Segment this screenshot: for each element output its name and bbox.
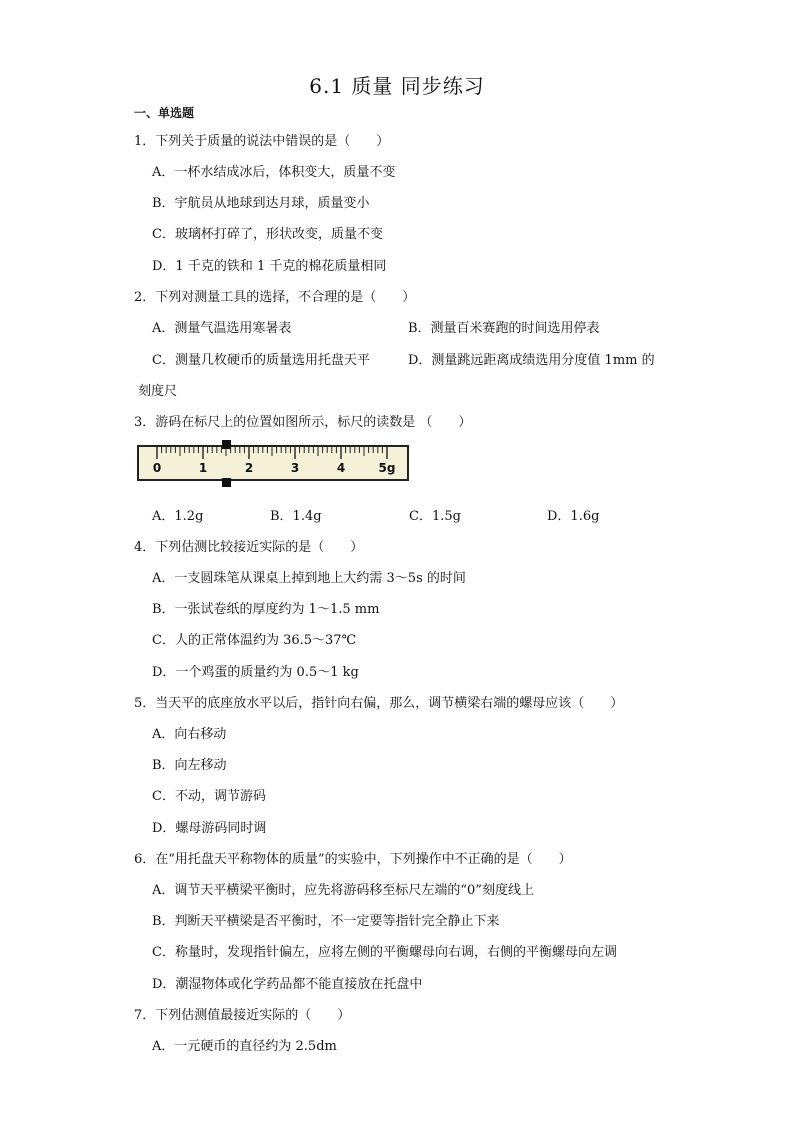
option-text-continued: 刻度尺	[138, 384, 178, 399]
question-stem: 5．当天平的底座放水平以后，指针向右偏，那么，调节横梁右端的螺母应该（ ）	[134, 696, 624, 711]
question-stem: 7．下列估测值最接近实际的（ ）	[134, 1008, 351, 1023]
ruler-tick-label: 4	[336, 461, 346, 475]
option-text: D．螺母游码同时调	[152, 821, 267, 836]
option-text: A．调节天平横梁平衡时，应先将游码移至标尺左端的“0”刻度线上	[152, 883, 534, 898]
option-text: C．称量时，发现指针偏左，应将左侧的平衡螺母向右调，右侧的平衡螺母向左调	[152, 945, 617, 960]
option-text: C．1.5g	[409, 509, 461, 524]
ruler-tick-label: 1	[198, 461, 208, 475]
option-text: C．人的正常体温约为 36.5～37℃	[152, 633, 357, 648]
ruler-tick-label: 2	[244, 461, 254, 475]
ruler-body	[138, 446, 408, 480]
option-text: D．测量跳远距离成绩选用分度值 1mm 的	[408, 353, 655, 368]
option-text: C．不动，调节游码	[152, 789, 266, 804]
question-stem: 6．在“用托盘天平称物体的质量”的实验中，下列操作中不正确的是（ ）	[134, 852, 572, 867]
question-stem: 4．下列估测比较接近实际的是（ ）	[134, 540, 364, 555]
option-text: B．宇航员从地球到达月球，质量变小	[152, 196, 370, 211]
section-heading: 一、单选题	[134, 106, 195, 120]
question-stem: 1．下列关于质量的说法中错误的是（ ）	[134, 134, 390, 149]
option-text: A．1.2g	[152, 509, 204, 524]
ruler-tick-label: 3	[290, 461, 300, 475]
option-text: D．一个鸡蛋的质量约为 0.5～1 kg	[152, 665, 359, 680]
option-text: B．向左移动	[152, 758, 227, 773]
question-stem: 3．游码在标尺上的位置如图所示，标尺的读数是 （ ）	[134, 415, 472, 430]
ruler-tick-label: 5g	[378, 461, 396, 475]
question-stem: 2．下列对测量工具的选择，不合理的是（ ）	[134, 290, 416, 305]
option-text: C．测量几枚硬币的质量选用托盘天平	[152, 353, 370, 368]
rider-bottom	[222, 478, 231, 487]
ruler-figure	[137, 440, 409, 490]
ruler-tick-label: 0	[152, 461, 162, 475]
option-text: B．判断天平横梁是否平衡时，不一定要等指针完全静止下来	[152, 914, 500, 929]
option-text: D．1.6g	[547, 509, 600, 524]
rider-top	[222, 440, 231, 449]
option-text: C．玻璃杯打碎了，形状改变，质量不变	[152, 227, 383, 242]
option-text: A．一支圆珠笔从课桌上掉到地上大约需 3～5s 的时间	[152, 571, 466, 586]
option-text: D．1 千克的铁和 1 千克的棉花质量相同	[152, 259, 387, 274]
page-title: 6.1 质量 同步练习	[309, 74, 485, 98]
option-text: A．测量气温选用寒暑表	[152, 321, 292, 336]
option-text: A．一元硬币的直径约为 2.5dm	[152, 1039, 337, 1054]
option-text: B．1.4g	[270, 509, 322, 524]
ruler-svg	[137, 440, 409, 490]
option-text: B．测量百米赛跑的时间选用停表	[408, 321, 600, 336]
option-text: A．向右移动	[152, 727, 227, 742]
option-text: A．一杯水结成冰后，体积变大，质量不变	[152, 165, 396, 180]
option-text: B．一张试卷纸的厚度约为 1～1.5 mm	[152, 602, 380, 617]
option-text: D．潮湿物体或化学药品都不能直接放在托盘中	[152, 977, 423, 992]
